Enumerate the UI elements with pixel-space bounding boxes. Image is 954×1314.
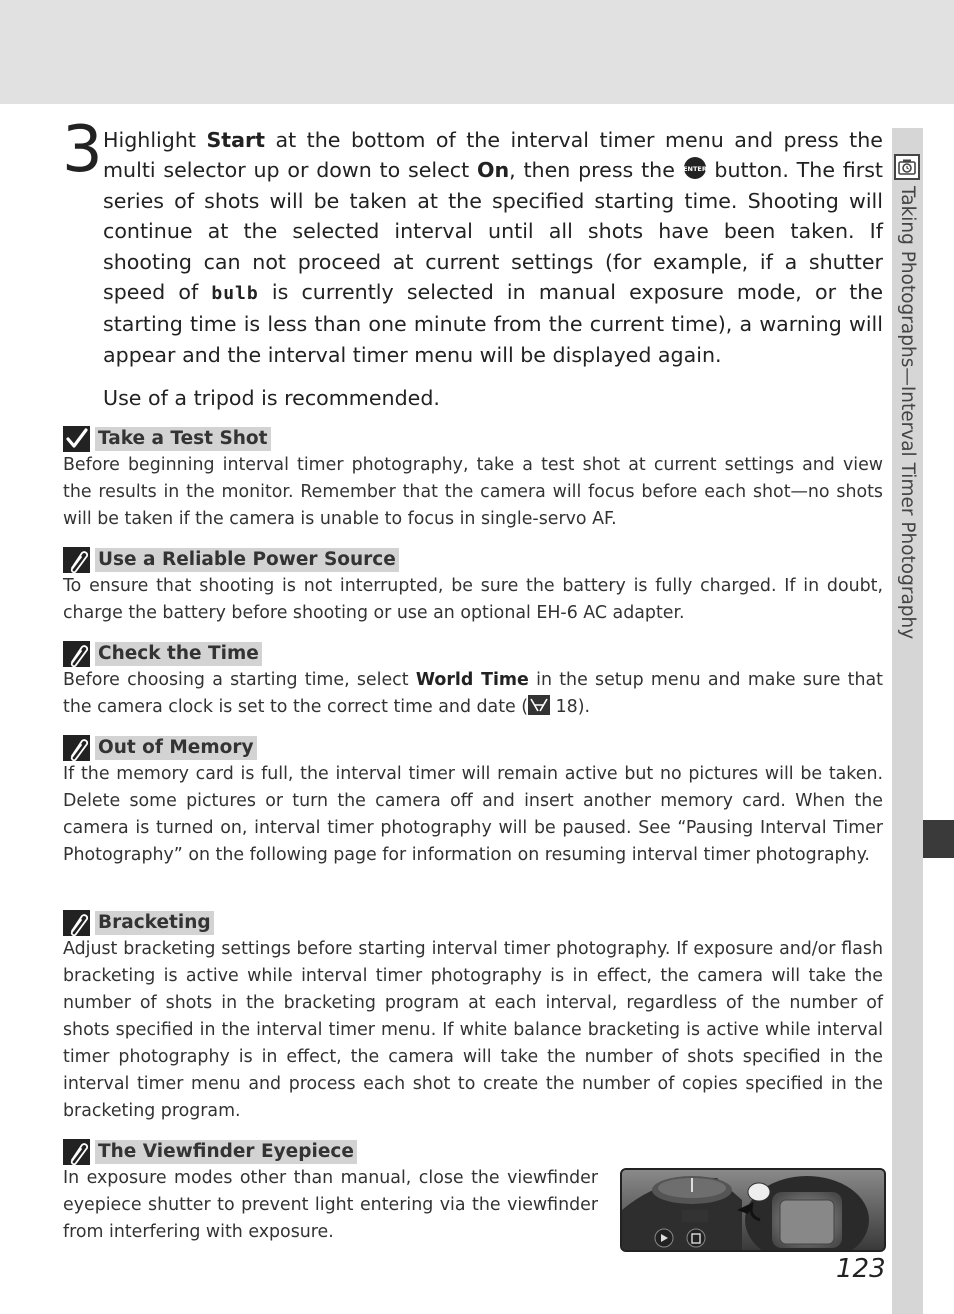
note-body: If the memory card is full, the interval timer will remain active but no pictures will be taken. Delete some pictures or turn the camera off and insert another memory card. When the camera is turned on, interval timer photography will be paused. See “Pausing Interval Timer Photography” on the following page for information on resuming interval timer photography. bbox=[63, 764, 883, 865]
on-label: On bbox=[476, 158, 510, 183]
note-title: Take a Test Shot bbox=[95, 427, 271, 451]
world-time-label: World Time bbox=[415, 670, 529, 690]
note-bracketing bbox=[63, 910, 883, 1125]
note-power-source bbox=[63, 547, 883, 627]
note-title: Out of Memory bbox=[95, 736, 257, 760]
step-instructions: Highlight Start at the bottom of the interval timer menu and press the multi selector up or down to select On, then press the ENTER button. The first series of shots will be taken at the specified starting time. Shooting will continue at the selected interval until all shots have been taken. If shooting can not proceed at current settings (for example, if a shutter speed of bulb is currently selected in manual exposure mode, or the starting time is less than one minute from the current time), a warning will appear and the interval timer menu will be displayed again. bbox=[103, 128, 884, 367]
note-body: Before beginning interval timer photography, take a test shot at current settings and view the results in the monitor. Remember that the camera will focus before each shot—no shots will be taken if the camera is unable to focus in single-servo AF. bbox=[63, 455, 883, 529]
paperclip-icon bbox=[63, 910, 90, 936]
paperclip-icon bbox=[63, 1139, 90, 1165]
note-title: Use a Reliable Power Source bbox=[95, 548, 399, 572]
checkmark-icon bbox=[63, 426, 90, 452]
paperclip-icon bbox=[63, 547, 90, 573]
note-body: Adjust bracketing settings before starting interval timer photography. If exposure and/or flash bracketing is active while interval timer photography is in effect, the camera will take the number of shots in the bracketing program at each interval, regardless of the number of shots specified in the interval timer menu. If white balance bracketing is active while interval timer photography is in effect, the camera will take the number of shots specified in the interval timer menu and process each shot to create the number of copies specified in the bracketing program. bbox=[63, 939, 883, 1121]
note-body: Before choosing a starting time, select World Time in the setup menu and make sure that the camera clock is set to the correct time and date ( 18). bbox=[63, 670, 883, 717]
page-reference-icon bbox=[528, 695, 550, 715]
note-check-time bbox=[63, 641, 883, 721]
note-out-of-memory bbox=[63, 735, 883, 869]
tripod-note: Use of a tripod is recommended. bbox=[103, 386, 440, 410]
step-number: 3 bbox=[62, 113, 103, 187]
paperclip-icon bbox=[63, 735, 90, 761]
svg-text:ENTER: ENTER bbox=[682, 165, 707, 174]
note-title: Bracketing bbox=[95, 911, 214, 935]
note-body: To ensure that shooting is not interrupted, be sure the battery is fully charged. If in doubt, charge the battery before shooting or use an optional EH-6 AC adapter. bbox=[63, 576, 883, 623]
note-title: Check the Time bbox=[95, 642, 262, 666]
camera-timer-icon bbox=[893, 153, 921, 181]
start-label: Start bbox=[206, 128, 266, 152]
header-band bbox=[0, 0, 954, 104]
note-test-shot bbox=[63, 426, 883, 533]
page-number: 123 bbox=[836, 1254, 886, 1284]
section-tab-label: Taking Photographs—Interval Timer Photography bbox=[897, 186, 918, 640]
bulb-shutter-display: bulb bbox=[211, 283, 259, 305]
camera-eyepiece-image bbox=[620, 1168, 886, 1252]
enter-button-icon bbox=[683, 156, 707, 180]
note-body: In exposure modes other than manual, close the viewfinder eyepiece shutter to prevent light entering via the viewfinder from interfering with exposure. bbox=[63, 1168, 598, 1242]
paperclip-icon bbox=[63, 641, 90, 667]
note-title: The Viewfinder Eyepiece bbox=[95, 1140, 357, 1164]
page-marker bbox=[923, 820, 954, 858]
